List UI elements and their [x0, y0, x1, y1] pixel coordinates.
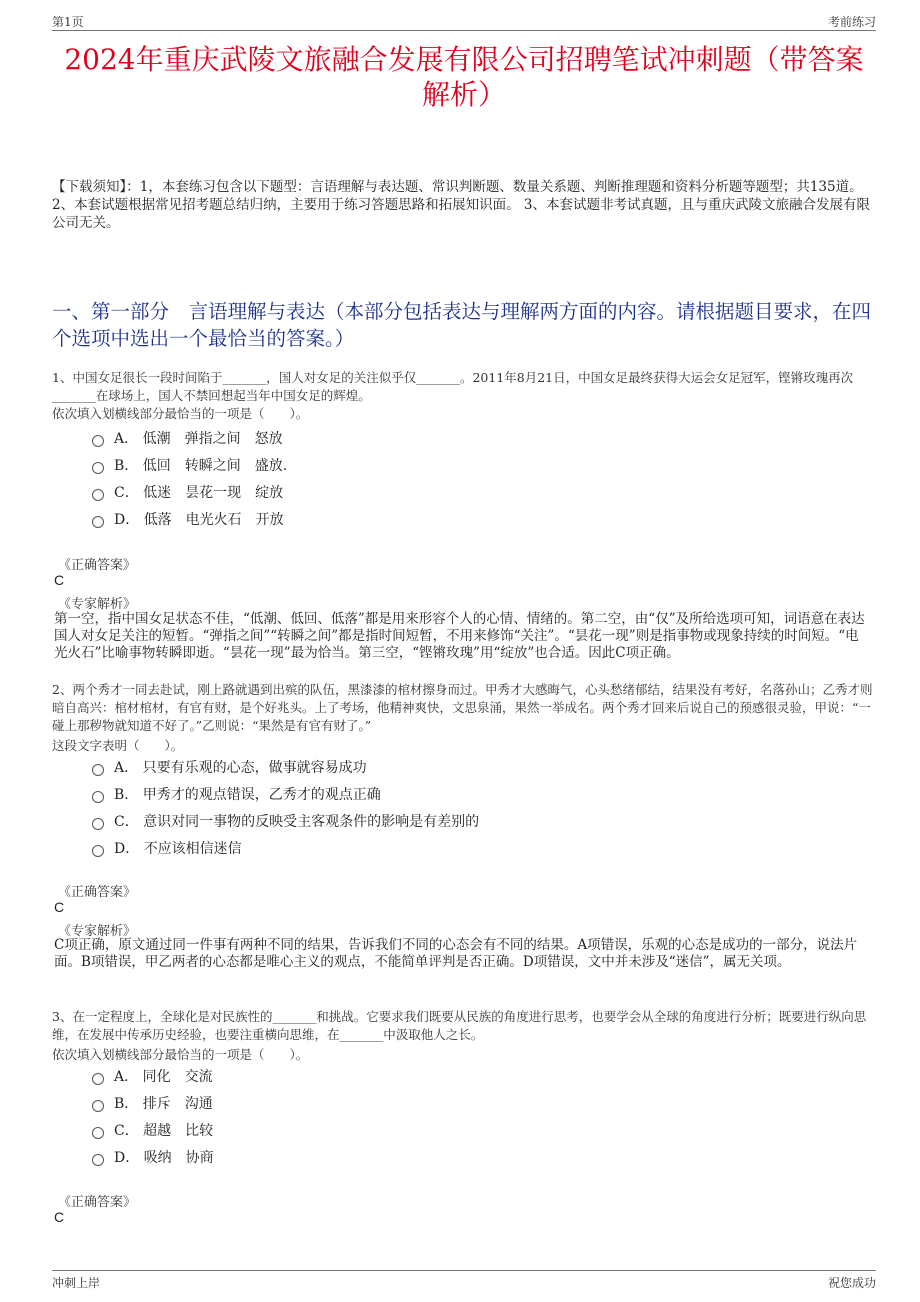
answer-value: C — [54, 572, 65, 588]
option-a[interactable]: A． 只要有乐观的心态，做事就容易成功 — [92, 755, 479, 782]
answer-value: C — [54, 1209, 65, 1225]
question-stem: 1、中国女足很长一段时间陷于_______，国人对女足的关注似乎仅_______。2011年8月21日，中国女足最终获得大运会女足冠军，铿锵玫瑰再次_______在球场上，国人不禁回想起当年中国女足的辉煌。 — [52, 370, 854, 403]
radio-icon[interactable] — [92, 516, 104, 528]
question-stem: 3、在一定程度上，全球化是对民族性的_______和挑战。它要求我们既要从民族的角度进行思考，也要学会从全球的角度进行分析；既要进行纵向思维，在发展中传承历史经验，也要注重横向思维，在_______中汲取他人之长。 — [52, 1009, 867, 1042]
header-tag: 考前练习 — [827, 15, 876, 29]
answer-label: 《正确答案》 — [58, 558, 137, 573]
radio-icon[interactable] — [92, 435, 104, 447]
option-a[interactable]: A． 低潮 弹指之间 怒放 — [92, 426, 287, 453]
question-prompt: 依次填入划横线部分最恰当的一项是（ ）。 — [52, 1047, 309, 1062]
option-c[interactable]: C． 低迷 昙花一现 绽放 — [92, 480, 287, 507]
radio-icon[interactable] — [92, 1073, 104, 1085]
radio-icon[interactable] — [92, 1127, 104, 1139]
page-number: 第1页 — [52, 15, 84, 29]
option-a[interactable]: A． 同化 交流 — [92, 1064, 214, 1091]
option-b[interactable]: B． 低回 转瞬之间 盛放. — [92, 453, 287, 480]
footer-right-text: 祝您成功 — [827, 1276, 876, 1290]
radio-icon[interactable] — [92, 845, 104, 857]
option-d[interactable]: D． 吸纳 协商 — [92, 1145, 214, 1172]
radio-icon[interactable] — [92, 818, 104, 830]
analysis-text: 第一空，指中国女足状态不佳，“低潮、低回、低落”都是用来形容个人的心情、情绪的。第二空，由“仅”及所给选项可知，词语意在表达国人对女足关注的短暂。“弹指之间”“转瞬之间”都是指时间短暂，不用来修饰“关注”。“昙花一现”则是指事物或现象持续的时间短。“电光火石”比喻事物转瞬即逝。“昙花一现”最为恰当。第三空，“铿锵玫瑰”用“绽放”也合适。因此C项正确。 — [54, 611, 865, 661]
option-b[interactable]: B． 甲秀才的观点错误，乙秀才的观点正确 — [92, 782, 479, 809]
answer-label: 《正确答案》 — [58, 1195, 137, 1210]
option-list — [92, 426, 287, 534]
option-c[interactable]: C． 意识对同一事物的反映受主客观条件的影响是有差别的 — [92, 809, 479, 836]
radio-icon[interactable] — [92, 1100, 104, 1112]
radio-icon[interactable] — [92, 1154, 104, 1166]
analysis-text: C项正确，原文通过同一件事有两种不同的结果，告诉我们不同的心态会有不同的结果。A项错误，乐观的心态是成功的一部分，说法片面。B项错误，甲乙两者的心态都是唯心主义的观点，不能简单评判是否正确。D项错误，文中并未涉及“迷信”，属无关项。 — [54, 937, 858, 970]
radio-icon[interactable] — [92, 462, 104, 474]
analysis-label: 《专家解析》 — [58, 597, 137, 612]
option-c[interactable]: C． 超越 比较 — [92, 1118, 214, 1145]
footer-left-text: 冲刺上岸 — [52, 1276, 101, 1290]
page-footer — [52, 1270, 876, 1291]
page-header — [52, 10, 876, 31]
option-list — [92, 1064, 214, 1172]
document-title: 2024年重庆武陵文旅融合发展有限公司招聘笔试冲刺题（带答案解析） — [64, 43, 864, 111]
answer-label: 《正确答案》 — [58, 885, 137, 900]
option-b[interactable]: B． 排斥 沟通 — [92, 1091, 214, 1118]
document-page — [52, 0, 876, 1302]
radio-icon[interactable] — [92, 764, 104, 776]
radio-icon[interactable] — [92, 791, 104, 803]
question-prompt: 这段文字表明（ ）。 — [52, 738, 184, 753]
answer-value: C — [54, 899, 65, 915]
question-prompt: 依次填入划横线部分最恰当的一项是（ ）。 — [52, 406, 309, 421]
option-d[interactable]: D． 低落 电光火石 开放 — [92, 507, 287, 534]
option-d[interactable]: D． 不应该相信迷信 — [92, 836, 479, 863]
section-heading: 一、第一部分 言语理解与表达（本部分包括表达与理解两方面的内容。请根据题目要求，在四个选项中选出一个最恰当的答案。） — [52, 300, 872, 350]
radio-icon[interactable] — [92, 489, 104, 501]
question-stem: 2、两个秀才一同去赴试，刚上路就遇到出殡的队伍，黑漆漆的棺材擦身而过。甲秀才大感晦气，心头愁绪郁结，结果没有考好，名落孙山；乙秀才则暗自高兴：棺材棺材，有官有财，是个好兆头。上了考场，他精神爽快，文思泉涌，果然一举成名。两个秀才回来后说自己的预感很灵验，甲说：“一碰上那秽物就知道不好了。”乙则说：“果然是有官有财了。” — [52, 682, 873, 733]
analysis-label: 《专家解析》 — [58, 924, 137, 939]
download-notice: 【下载须知】：1，本套练习包含以下题型：言语理解与表达题、常识判断题、数量关系题、判断推理题和资料分析题等题型；共135道。 2、本套试题根据常见招考题总结归纳，主要用于练习答题思路和拓展知识面。 3、本套试题非考试真题，且与重庆武陵文旅融合发展有限公司无关。 — [52, 179, 870, 231]
option-list — [92, 755, 479, 863]
